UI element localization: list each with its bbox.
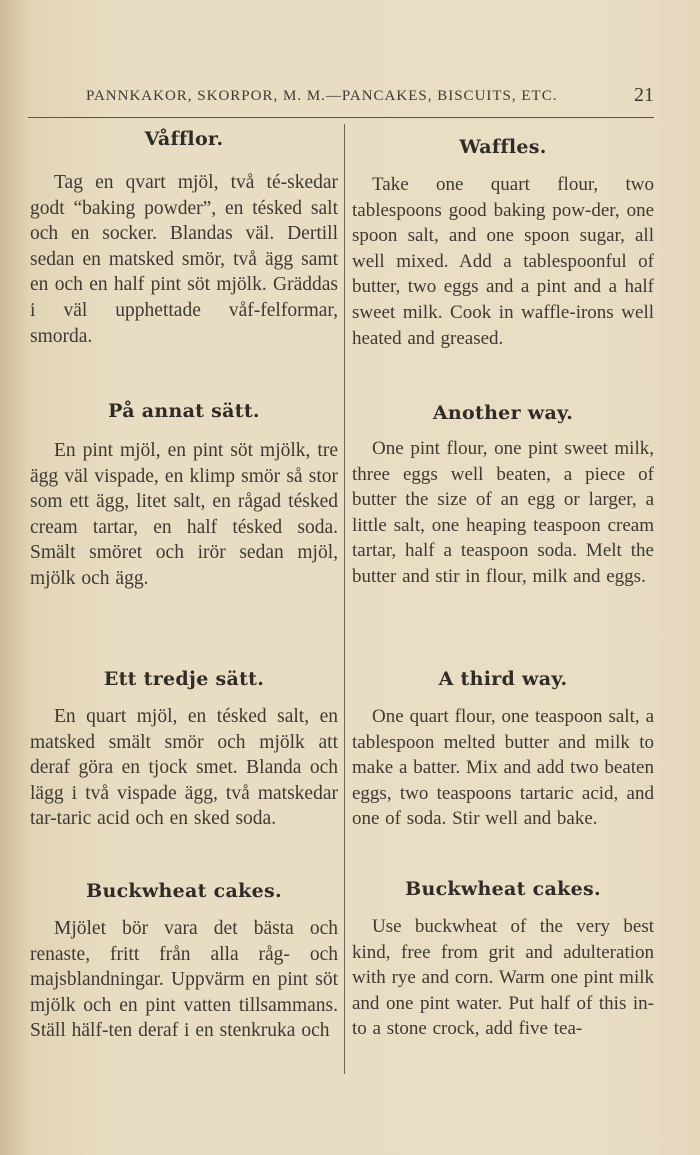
recipe-title: Waffles. [459, 136, 547, 158]
column-divider [344, 124, 345, 1074]
running-title: PANNKAKOR, SKORPOR, M. M.—PANCAKES, BISCUITS, ETC. [86, 88, 558, 104]
recipe-title: Våfflor. [144, 128, 224, 150]
recipe-text: One pint flour, one pint sweet milk, three eggs well beaten, a piece of butter the size of an egg or larger, a little salt, one heaping teaspoon cream tartar, half a teaspoon soda. Melt the butter and stir in flour, milk and eggs. [352, 438, 654, 587]
recipe-section-swedish-another-way [30, 400, 338, 592]
page-number: 21 [634, 84, 654, 106]
recipe-section-swedish-buckwheat [30, 880, 338, 1044]
recipe-section-swedish-third-way [30, 668, 338, 832]
recipe-text: En pint mjöl, en pint söt mjölk, tre ägg väl vispade, en klimp smör så stor som ett ägg, litet salt, en rågad tésked cream tartar, en half tésked soda. Smält smöret och irör sedan mjöl, mjölk och ägg. [30, 440, 338, 589]
recipe-text: One quart flour, one teaspoon salt, a tablespoon melted butter and milk to make a batter. Mix and add two beaten eggs, two teaspoons tartaric acid, and one of soda. Stir well and bake. [352, 706, 654, 830]
recipe-title: A third way. [438, 668, 568, 690]
recipe-text: En quart mjöl, en tésked salt, en matsked smält smör och mjölk att deraf göra en tjock smet. Blanda och lägg i två vispade ägg, två matskedar tar-taric acid och en sked soda. [30, 706, 338, 830]
recipe-title: Buckwheat cakes. [405, 878, 601, 900]
recipe-title: På annat sätt. [108, 400, 260, 422]
recipe-title: Another way. [432, 402, 574, 424]
recipe-section-english-third-way [352, 668, 654, 832]
recipe-section-english-buckwheat [352, 878, 654, 1042]
recipe-section-swedish-waffles [30, 128, 338, 349]
recipe-section-english-waffles [352, 136, 654, 351]
recipe-text: Use buckwheat of the very best kind, free from grit and adulteration with rye and corn. Warm one pint milk and one pint water. Put half of this in-to a stone crock, add five tea- [352, 916, 654, 1040]
header-rule [28, 117, 654, 118]
recipe-title: Buckwheat cakes. [86, 880, 282, 902]
recipe-text: Tag en qvart mjöl, två té-skedar godt “baking powder”, en tésked salt och en socker. Blandas väl. Dertill sedan en matsked smör, två ägg samt en och en half pint söt mjölk. Gräddas i väl upphettade våf-felformar, smorda. [30, 172, 338, 347]
running-header [86, 84, 654, 106]
recipe-text: Mjölet bör vara det bästa och renaste, fritt från alla råg- och majsblandningar. Uppvärm en pint söt mjölk och en pint vatten tillsammans. Ställ hälf-ten deraf i en stenkruka och [30, 918, 338, 1042]
recipe-title: Ett tredje sätt. [103, 668, 265, 690]
recipe-section-english-another-way [352, 402, 654, 590]
recipe-text: Take one quart flour, two tablespoons good baking pow-der, one spoon salt, and one spoon sugar, all well mixed. Add a tablespoonful of butter, two eggs and a pint and a half sweet milk. Cook in waffle-irons well heated and greased. [352, 174, 654, 349]
